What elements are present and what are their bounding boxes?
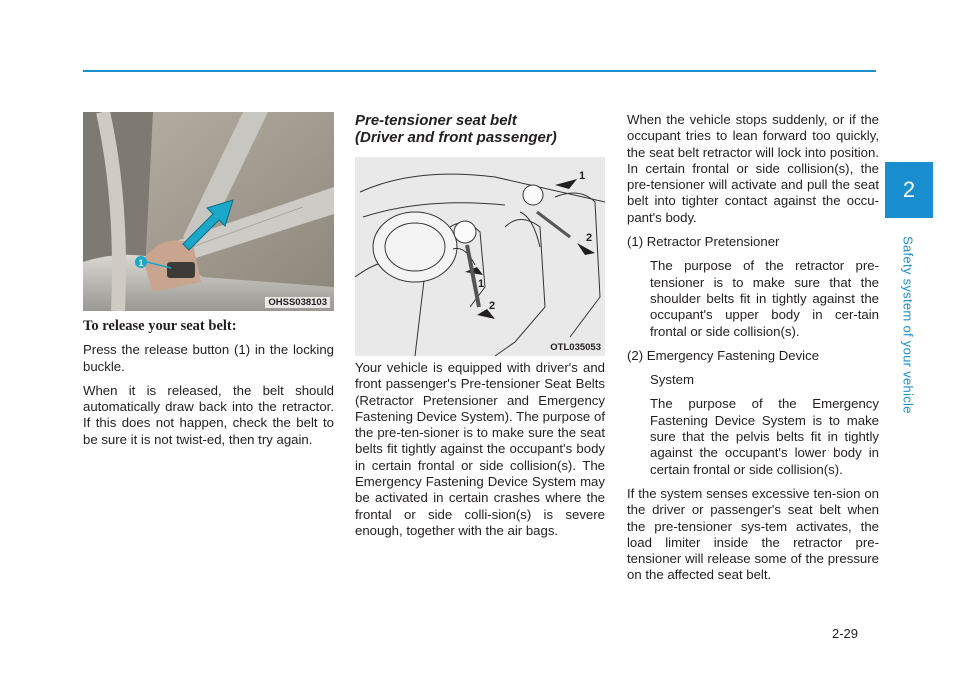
- column-2: [355, 360, 605, 547]
- figure1-label: OHSS038103: [265, 297, 330, 308]
- col3-paragraph-1: When the vehicle stops suddenly, or if the occupant tries to lean forward too quickly, the seat belt retractor will lock into position. In certain frontal or side collision(s), the pre-tensioner will activate and pull the seat belt into tighter contact against the occu-pant's body.: [627, 112, 879, 225]
- release-subheading: To release your seat belt:: [83, 318, 237, 334]
- item-2-heading: (2) Emergency Fastening Device: [627, 347, 820, 363]
- seat-belt-release-photo: [83, 112, 334, 311]
- diagram-callout-2-left: 2: [489, 300, 496, 312]
- col1-paragraph-2: When it is released, the belt should automatically draw back into the retractor. If this does not happen, check the belt to be sure it is not twist-ed, then try again.: [83, 382, 334, 447]
- diagram-callout-2-right: 2: [586, 232, 593, 244]
- section-title-line-1: Pre-tensioner seat belt: [355, 112, 517, 129]
- page-number: 2-29: [832, 626, 859, 641]
- item-1-body: The purpose of the retractor pre-tensioner is to make sure that the shoulder belts fit in tightly against the occupant's upper body in cer-tain frontal or side collision(s).: [650, 258, 879, 339]
- diagram-callout-1-left: 1: [478, 278, 485, 290]
- column-3: [627, 112, 879, 592]
- section-title-line-2: (Driver and front passenger): [355, 129, 557, 146]
- header-rule: [83, 70, 876, 72]
- section-title: [355, 112, 605, 146]
- item-1-heading: (1) Retractor Pretensioner: [627, 234, 780, 250]
- col3-paragraph-2: If the system senses excessive ten-sion on the driver or passenger's seat belt when the pre-tensioner sys-tem activates, the load limiter inside the retractor pre-tensioner will release some of the pressure on the affected seat belt.: [627, 485, 879, 583]
- pretensioner-diagram: [355, 157, 605, 356]
- col2-paragraph-1: Your vehicle is equipped with driver's and front passenger's Pre-tensioner Seat Belts (Retractor Pretensioner and Emergency Fastening Device System). The purpose of the pre-ten-sioner is to make sure the seat belts fit tightly against the occupant's body in certain frontal or side collision(s). The Emergency Fastening Device System may be activated in certain crashes where the frontal or side colli-sion(s) is severe enough, together with the air bags.: [355, 360, 605, 538]
- chapter-tab: [885, 162, 933, 218]
- chapter-title: [898, 236, 918, 414]
- item-2-heading-cont: System: [650, 372, 694, 388]
- column-1: [83, 318, 334, 456]
- chapter-number: 2: [902, 177, 916, 202]
- col1-paragraph-1: Press the release button (1) in the locking buckle.: [83, 342, 334, 374]
- figure1-callout: 1: [138, 258, 144, 268]
- figure2-label: OTL035053: [550, 342, 601, 353]
- chapter-title-text: Safety system of your vehicle: [900, 236, 916, 414]
- item-2-body: The purpose of the Emergency Fastening Device System is to make sure that the pelvis belts fit in tightly against the occupant's lower body in certain frontal or side collision(s).: [650, 396, 879, 477]
- diagram-callout-1-top: 1: [579, 170, 586, 182]
